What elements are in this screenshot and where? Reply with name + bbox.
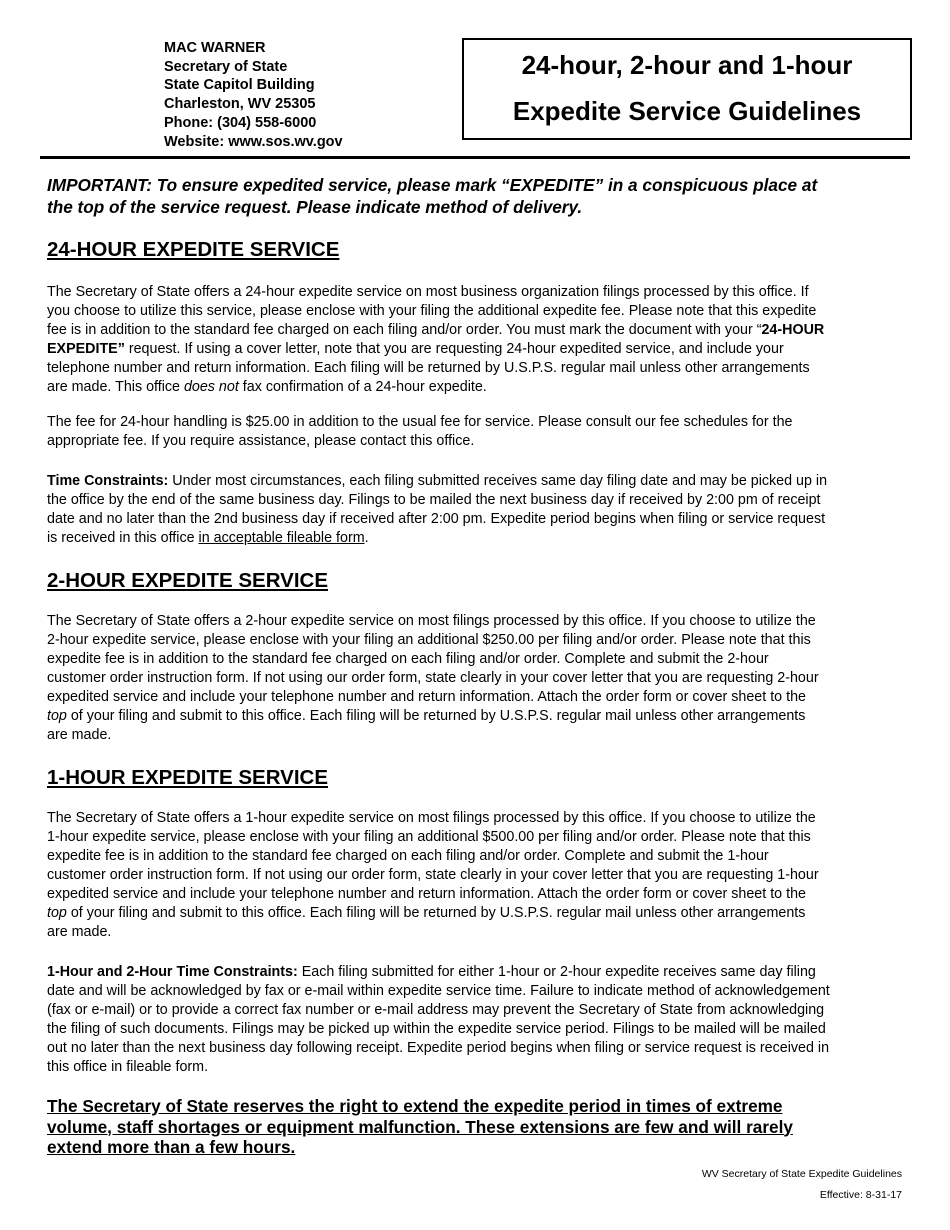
text-line: this office in fileable form.	[47, 1059, 209, 1075]
text-line: Time Constraints: Under most circumstances, each filing submitted receives same day filing date and may be picked up in	[47, 473, 828, 489]
text-line: date and no later than the 2nd business day if received after 2:00 pm. Expedite period begins when filing or service request	[47, 511, 826, 527]
text-line: are made. This office does not fax confirmation of a 24-hour expedite.	[47, 379, 487, 395]
text-line: 1-hour expedite service, please enclose with your filing an additional $500.00 per filing and/or order. Please note that this	[47, 829, 811, 845]
document-title-line1: 24-hour, 2-hour and 1-hour	[521, 50, 853, 80]
phone-line: Phone: (304) 558-6000	[164, 114, 317, 131]
text-line: 1-Hour and 2-Hour Time Constraints: Each filing submitted for either 1-hour or 2-hour expedite receives same day filing	[47, 964, 816, 980]
text-line: appropriate fee. If you require assistance, please contact this office.	[47, 433, 475, 449]
reserve-right-notice	[47, 1096, 917, 1158]
text-line: expedited service and include your telephone number and return information. Attach the order form or cover sheet to the	[47, 689, 806, 705]
text-line: The Secretary of State offers a 24-hour expedite service on most business organization filings processed by this office. If	[47, 284, 809, 300]
text-line: expedite fee is in addition to the standard fee charged on each filing and/or order. Complete and submit the 2-hour	[47, 651, 769, 667]
text-line: telephone number and return information. Each filing will be returned by U.S.P.S. regular mail unless other arrangements	[47, 360, 810, 376]
paragraph-1-2-hour-time-constraints	[47, 963, 907, 1077]
text-line: (fax or e-mail) or to provide a correct fax number or e-mail address may prevent the Secretary of State from acknowledging	[47, 1002, 825, 1018]
paragraph-time-constraints	[47, 472, 907, 548]
text-line: customer order instruction form. If not using our order form, state clearly in your cover letter that you are requesting 2-hour	[47, 670, 819, 686]
document-title-line2: Expedite Service Guidelines	[512, 96, 862, 126]
text-line: the filing of such documents. Filings may be picked up within the expedite service period. Filings to be mailed will be mailed	[47, 1021, 826, 1037]
heading-24-hour: 24-HOUR EXPEDITE SERVICE	[47, 238, 340, 261]
text-line: 2-hour expedite service, please enclose with your filing an additional $250.00 per filing and/or order. Please note that this	[47, 632, 811, 648]
website-line: Website: www.sos.wv.gov	[164, 133, 343, 150]
paragraph-2-hour-overview	[47, 612, 907, 745]
paragraph-24-hour-fee	[47, 413, 907, 451]
heading-2-hour: 2-HOUR EXPEDITE SERVICE	[47, 569, 328, 592]
text-line: out no later than the next business day following receipt. Expedite period begins when filing or service request is received in	[47, 1040, 830, 1056]
agency-title: Secretary of State	[164, 58, 288, 75]
important-line2: the top of the service request. Please indicate method of delivery.	[47, 197, 583, 217]
important-notice	[47, 174, 917, 218]
text-line: The Secretary of State offers a 2-hour expedite service on most filings processed by this office. If you choose to utilize the	[47, 613, 816, 629]
document-title-box	[462, 38, 912, 140]
text-line: the office by the end of the same business day. Filings to be mailed the next business day if received by 2:00 pm of receipt	[47, 492, 821, 508]
text-line: fee is in addition to the standard fee charged on each filing and/or order. You must mark the document with your “24-HOUR	[47, 322, 825, 338]
agency-address-block	[164, 39, 343, 151]
paragraph-24-hour-overview	[47, 283, 907, 397]
text-line: are made.	[47, 727, 112, 743]
text-line: customer order instruction form. If not using our order form, state clearly in your cover letter that you are requesting 1-hour	[47, 867, 819, 883]
text-line: are made.	[47, 924, 112, 940]
text-line: The Secretary of State offers a 1-hour expedite service on most filings processed by this office. If you choose to utilize the	[47, 810, 816, 826]
text-line: top of your filing and submit to this office. Each filing will be returned by U.S.P.S. regular mail unless other arrangements	[47, 708, 806, 724]
text-line: expedite fee is in addition to the standard fee charged on each filing and/or order. Complete and submit the 1-hour	[47, 848, 769, 864]
text-line: is received in this office in acceptable fileable form.	[47, 530, 369, 546]
text-line: date and will be acknowledged by fax or e-mail within expedite service time. Failure to indicate method of acknowledgement	[47, 983, 830, 999]
footer-document-name: WV Secretary of State Expedite Guidelines	[701, 1168, 902, 1180]
text-line: EXPEDITE” request. If using a cover letter, note that you are requesting 24-hour expedited service, and include your	[47, 341, 784, 357]
text-line: you choose to utilize this service, please enclose with your filing the additional expedite fee. Please note that this expedite	[47, 303, 817, 319]
paragraph-1-hour-overview	[47, 809, 907, 942]
text-line: top of your filing and submit to this office. Each filing will be returned by U.S.P.S. regular mail unless other arrangements	[47, 905, 806, 921]
text-line: The fee for 24-hour handling is $25.00 in addition to the usual fee for service. Please consult our fee schedules for the	[47, 414, 793, 430]
secretary-name: MAC WARNER	[164, 40, 266, 56]
text-line: extend more than a few hours.	[47, 1137, 296, 1157]
footer-effective-date: Effective: 8-31-17	[819, 1189, 902, 1201]
city-line: Charleston, WV 25305	[164, 96, 316, 113]
text-line: The Secretary of State reserves the right to extend the expedite period in times of extreme	[47, 1096, 783, 1116]
important-line1: IMPORTANT: To ensure expedited service, please mark “EXPEDITE” in a conspicuous place at	[47, 175, 818, 195]
header-divider	[40, 156, 910, 159]
building-line: State Capitol Building	[164, 77, 315, 94]
text-line: expedited service and include your telephone number and return information. Attach the order form or cover sheet to the	[47, 886, 806, 902]
text-line: volume, staff shortages or equipment malfunction. These extensions are few and will rarely	[47, 1116, 793, 1137]
heading-1-hour: 1-HOUR EXPEDITE SERVICE	[47, 766, 328, 789]
